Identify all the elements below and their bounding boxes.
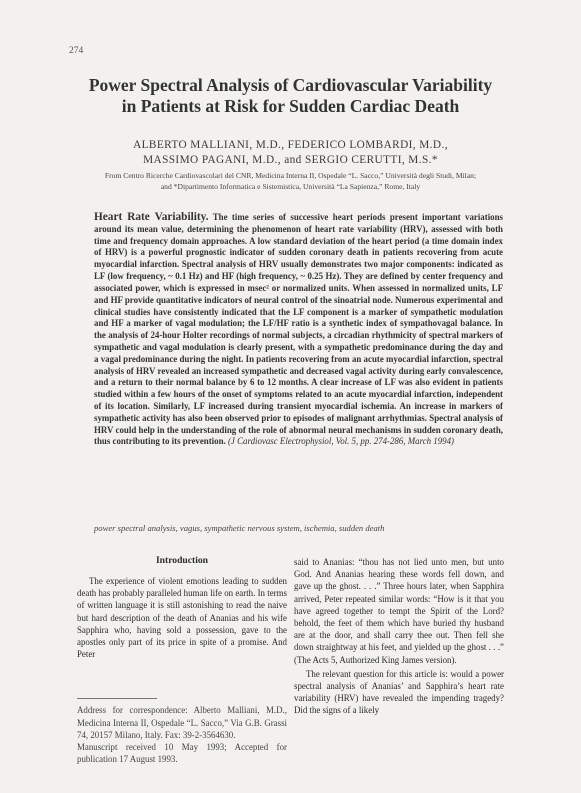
- keywords: power spectral analysis, vagus, sympathetic nervous system, ischemia, sudden death: [94, 523, 385, 533]
- title-line-1: Power Spectral Analysis of Cardiovascular Variability: [88, 75, 493, 95]
- affiliation-line-1: From Centro Ricerche Cardiovascolari del CNR, Medicina Interna II, Ospedale “L. Sacco,” Università degli Studi, Milan;: [104, 171, 477, 180]
- intro-paragraph-continued: said to Ananias: “thou has not lied unto men, but unto God. And Ananias hearing these words fell down, and gave up the ghost. . . .” Three hours later, when Sapphira arrived, Peter repeated similar words: “How is it that you have agreed together to tempt the Spirit of the Lord? behold, the feet of them which have buried thy husband are at the door, and shall carry thee out. Then fell she down straightway at his feet, and yielded up the ghost . . .” (The Acts 5, Authorized King James version).: [294, 557, 504, 665]
- title-line-2: in Patients at Risk for Sudden Cardiac Death: [121, 96, 460, 116]
- right-column: [294, 556, 504, 717]
- abstract-citation: (J Cardiovasc Electrophysiol, Vol. 5, pp. 274-286, March 1994): [225, 436, 454, 447]
- footnote-correspondence: Address for correspondence: Alberto Malliani, M.D., Medicina Interna II, Ospedale “L. Sacco,” Via G.B. Grassi 74, 20157 Milano, Italy. Fax: 39-2-3564630.: [77, 705, 287, 740]
- author-line-1: ALBERTO MALLIANI, M.D., FEDERICO LOMBARDI, M.D.,: [133, 139, 448, 151]
- author-line-2: MASSIMO PAGANI, M.D., and SERGIO CERUTTI, M.S.*: [143, 154, 438, 166]
- footnote-manuscript: Manuscript received 10 May 1993; Accepted for publication 17 August 1993.: [77, 742, 287, 765]
- intro-paragraph-2: The relevant question for this article is: would a power spectral analysis of Ananias’ and Sapphira’s heart rate variability (HRV) have revealed the impending tragedy? Did the signs of a likely: [294, 668, 504, 716]
- article-title: [40, 75, 541, 117]
- affiliation: [60, 170, 521, 192]
- abstract-heading: Heart Rate Variability.: [94, 211, 209, 223]
- left-column: [77, 555, 287, 765]
- author-list: [40, 138, 541, 168]
- section-heading-introduction: Introduction: [155, 555, 209, 566]
- abstract: [94, 212, 503, 448]
- affiliation-line-2: and *Dipartimento Informatica e Sistemistica, Università “La Sapienza,” Rome, Italy: [160, 182, 421, 191]
- footnote-divider: [77, 698, 157, 699]
- abstract-body: The time series of successive heart periods present important variations around its mean value, determining the phenomenon of heart rate variability (HRV), assessed with both time and frequency domain approaches. A low standard deviation of the heart period (a time domain index of HRV) is a powerful prognostic indicator of sudden coronary death in patients recovering from acute myocardial infarction. Spectral analysis of HRV usually demonstrates two major components: indicated as LF (low frequency, ~ 0.1 Hz) and HF (high frequency, ~ 0.25 Hz). They are defined by center frequency and associated power, which is expressed in msec² or normalized units. When assessed in normalized units, LF and HF provide quantitative indicators of neural control of the sinoatrial node. Numerous experimental and clinical studies have consistently indicated that the LF component is a marker of sympathetic modulation and HF a marker of vagal modulation; the LF/HF ratio is a synthetic index of sympathovagal balance. In the analysis of 24-hour Holter recordings of normal subjects, a circadian rhythmicity of spectral markers of sympathetic and vagal modulation is clearly present, with a sympathetic predominance during the day and a vagal predominance during the night. In patients recovering from an acute myocardial infarction, spectral analysis of HRV revealed an increased sympathetic and decreased vagal activity during early convalescence, and a return to their normal balance by 6 to 12 months. A clear increase of LF was also evident in patients studied within a few hours of the onset of symptoms related to an acute myocardial infarction, independent of its location. Similarly, LF increased during transient myocardial ischemia. An increase in markers of sympathetic activity has also been observed prior to episodes of malignant arrhythmias. Spectral analysis of HRV could help in the understanding of the role of abnormal neural mechanisms in sudden coronary death, thus contributing to its prevention.: [94, 212, 503, 447]
- page-number: 274: [69, 46, 84, 56]
- intro-paragraph-1: The experience of violent emotions leading to sudden death has probably paralleled human life on earth. In terms of written language it is still astonishing to read the naive but hard description of the death of Ananias and his wife Sapphira who, having sold a possession, gave to the apostles only part of its price in spite of a promise. And Peter: [77, 576, 287, 660]
